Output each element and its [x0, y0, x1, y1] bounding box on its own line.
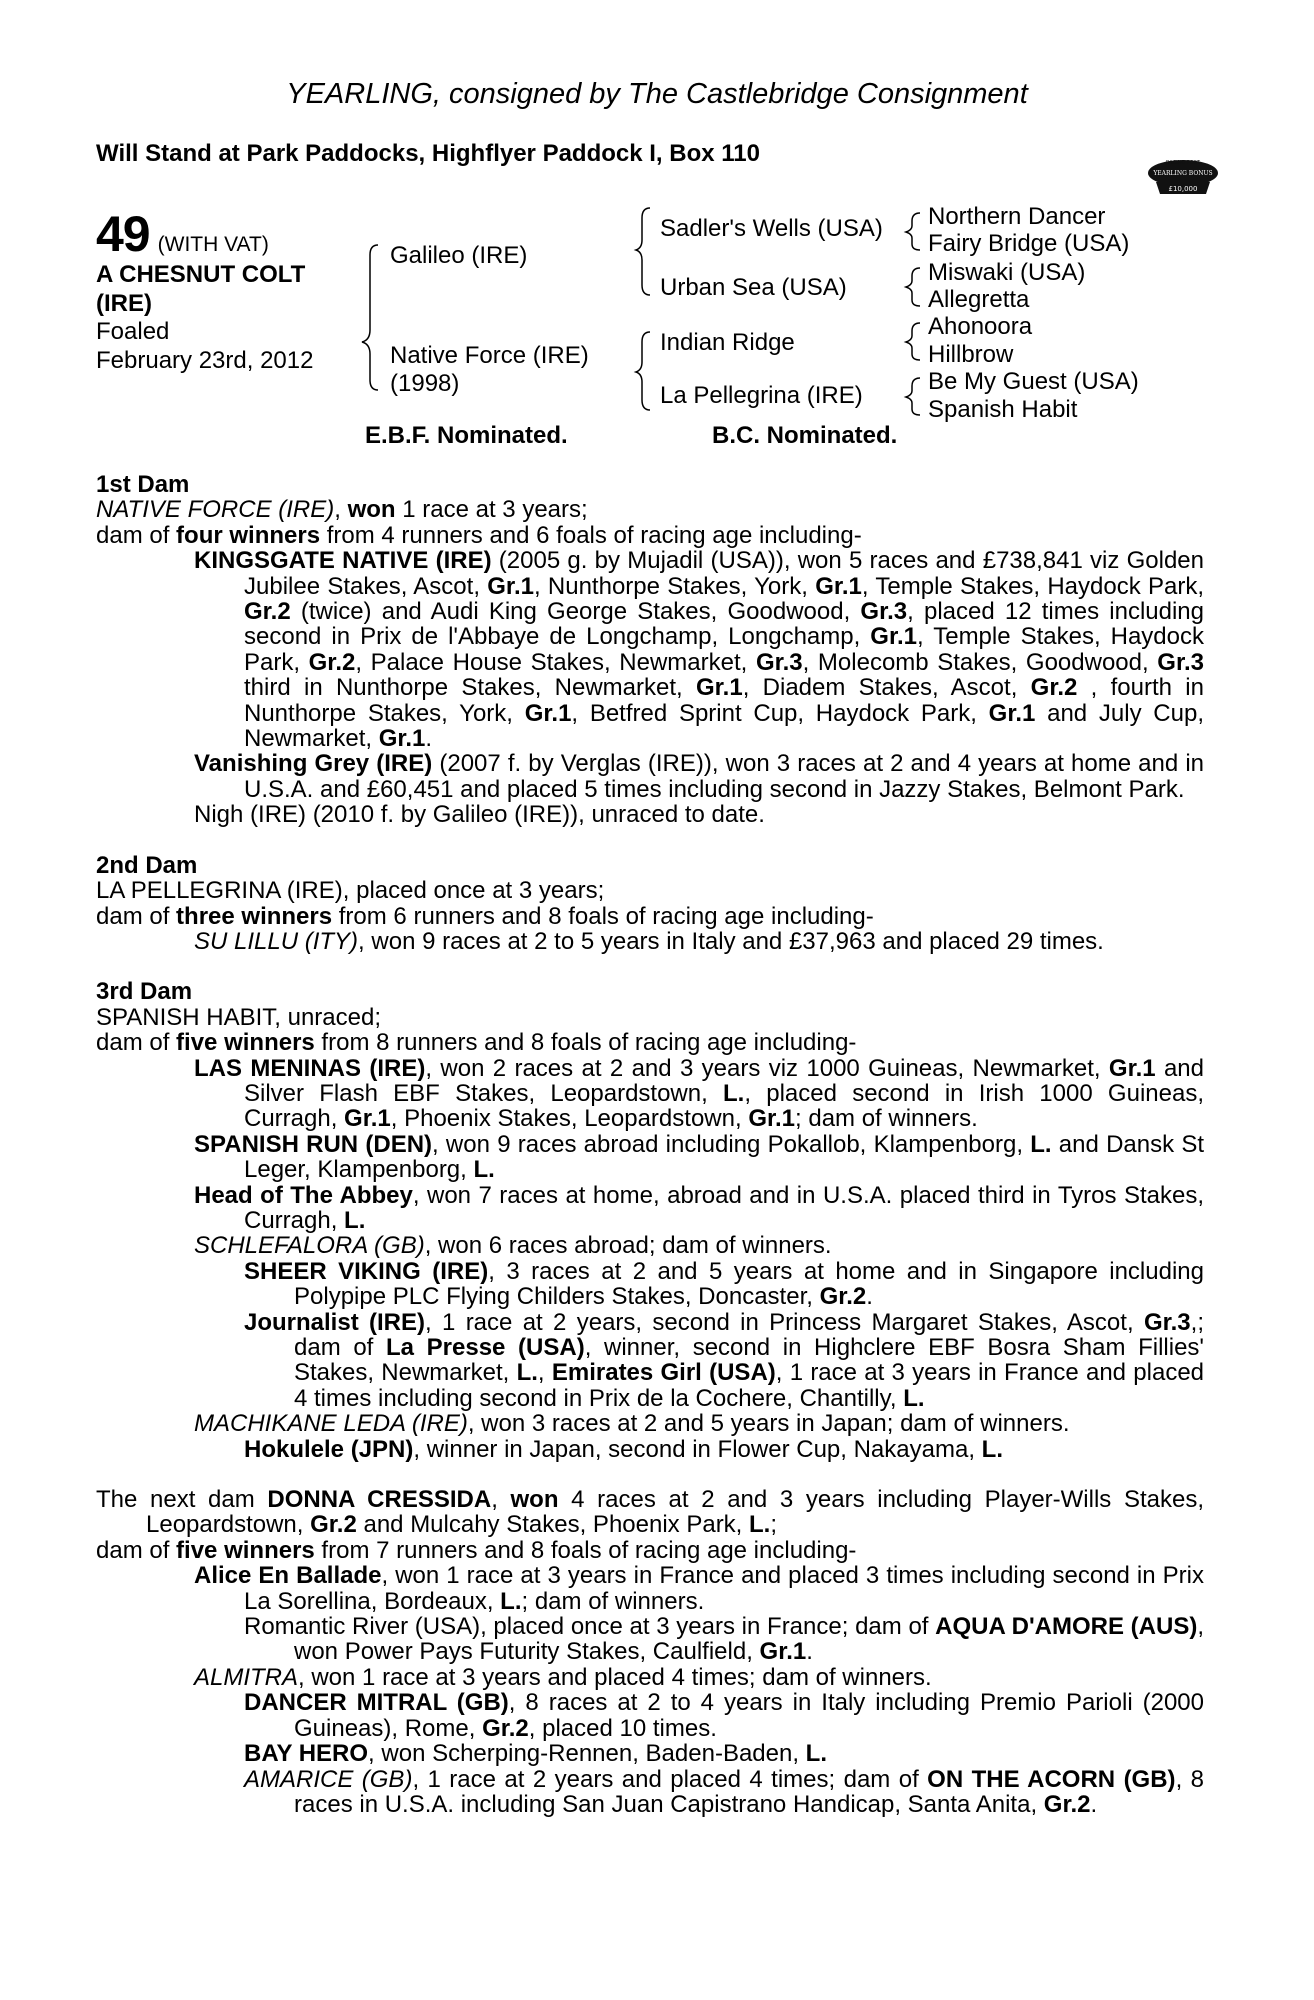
brace-gen2-dam	[636, 332, 650, 410]
next-dam-line: The next dam DONNA CRESSIDA, won 4 races at 2 and 3 years including Player-Wills Stakes, Leopardstown, Gr.2 and Mulcahy Stakes, Phoenix Park, L.;	[96, 1486, 1204, 1539]
pedigree-dsd: Hillbrow	[928, 341, 1014, 368]
progeny-entry: Vanishing Grey (IRE) (2007 f. by Verglas (IRE)), won 3 races at 2 and 4 years at home and in U.S.A. and £60,451 and placed 5 times including second in Jazzy Stakes, Belmont Park.	[194, 750, 1205, 803]
progeny-entry: ALMITRA, won 1 race at 3 years and placed 4 times; dam of winners.	[194, 1663, 932, 1691]
pedigree-dam-year: (1998)	[390, 370, 460, 397]
progeny-entry: SCHLEFALORA (GB), won 6 races abroad; dam of winners.	[194, 1232, 832, 1260]
progeny-entry: Head of The Abbey, won 7 races at home, abroad and in U.S.A. placed third in Tyros Stakes, Curragh, L.	[194, 1181, 1204, 1234]
pedigree-dam-sire: Indian Ridge	[660, 329, 795, 356]
ebf-nominated: E.B.F. Nominated.	[365, 422, 568, 449]
first-dam-heading: 1st Dam	[96, 471, 190, 498]
brace-gen3-a	[906, 213, 920, 250]
lot-description: A CHESNUT COLT (IRE)	[96, 261, 306, 317]
pedigree-dam-dam: La Pellegrina (IRE)	[660, 382, 863, 409]
progeny-entry: Alice En Ballade, won 1 race at 3 years in France and placed 3 times including second in Prix La Sorellina, Bordeaux, L.; dam of winners.	[194, 1562, 1204, 1615]
progeny-entry: SU LILLU (ITY), won 9 races at 2 to 5 years in Italy and £37,963 and placed 29 times.	[194, 927, 1104, 955]
pedigree-sire-dam: Urban Sea (USA)	[660, 274, 847, 301]
progeny-entry: SPANISH RUN (DEN), won 9 races abroad including Pokallob, Klampenborg, L. and Dansk St Leger, Klampenborg, L.	[194, 1130, 1204, 1184]
next-dam-produce-line: dam of five winners from 7 runners and 8 foals of racing age including-	[96, 1536, 857, 1564]
pedigree-sdd: Allegretta	[928, 286, 1030, 313]
pedigree-sire-sire: Sadler's Wells (USA)	[660, 215, 883, 242]
foaled-date: February 23rd, 2012	[96, 347, 314, 374]
progeny-entry: Romantic River (USA), placed once at 3 years in France; dam of AQUA D'AMORE (AUS), won Power Pays Futurity Stakes, Caulfield, Gr.1.	[244, 1613, 1204, 1666]
pedigree-ssd: Fairy Bridge (USA)	[928, 230, 1130, 257]
progeny-entry: AMARICE (GB), 1 race at 2 years and placed 4 times; dam of ON THE ACORN (GB), 8 races in U.S.A. including San Juan Capistrano Handicap, Santa Anita, Gr.2.	[244, 1765, 1205, 1818]
pedigree-sire: Galileo (IRE)	[390, 242, 528, 269]
first-dam-produce-line: dam of four winners from 4 runners and 6 foals of racing age including-	[96, 521, 862, 549]
catalogue-body	[96, 472, 1204, 1817]
brace-gen3-b	[906, 268, 920, 306]
foaled-label: Foaled	[96, 318, 170, 345]
pedigree-sss: Northern Dancer	[928, 203, 1106, 230]
progeny-entry: SHEER VIKING (IRE), 3 races at 2 and 5 years at home and in Singapore including Polypipe PLC Flying Childers Stakes, Doncaster, Gr.2.	[244, 1257, 1204, 1311]
pedigree-dss: Ahonoora	[928, 313, 1033, 340]
badge-top-text: RACING POST	[1166, 160, 1200, 166]
stand-location: Will Stand at Park Paddocks, Highflyer Paddock I, Box 110	[96, 140, 760, 167]
second-dam-produce-line: dam of three winners from 6 runners and 8 foals of racing age including-	[96, 902, 874, 930]
badge-amount-text: £10,000	[1168, 185, 1198, 193]
first-dam-line: NATIVE FORCE (IRE), won 1 race at 3 years;	[96, 496, 588, 524]
brace-gen1	[362, 245, 378, 390]
bc-nominated: B.C. Nominated.	[712, 422, 898, 449]
progeny-entry: Hokulele (JPN), winner in Japan, second in Flower Cup, Nakayama, L.	[244, 1435, 1003, 1463]
progeny-entry: BAY HERO, won Scherping-Rennen, Baden-Baden, L.	[244, 1740, 827, 1768]
vat-label: (WITH VAT)	[157, 233, 269, 256]
progeny-entry: MACHIKANE LEDA (IRE), won 3 races at 2 and 5 years in Japan; dam of winners.	[194, 1410, 1070, 1438]
third-dam-produce-line: dam of five winners from 8 runners and 8 foals of racing age including-	[96, 1029, 857, 1057]
second-dam-line: LA PELLEGRINA (IRE), placed once at 3 years;	[96, 877, 605, 905]
third-dam-heading: 3rd Dam	[96, 978, 193, 1006]
progeny-entry: Nigh (IRE) (2010 f. by Galileo (IRE)), unraced to date.	[194, 801, 765, 829]
page-title: YEARLING, consigned by The Castlebridge Consignment	[286, 78, 1028, 110]
brace-gen3-d	[906, 378, 920, 415]
lot-number: 49	[96, 206, 150, 262]
badge-mid-text: YEARLING BONUS	[1153, 170, 1213, 177]
pedigree-sds: Miswaki (USA)	[928, 259, 1086, 286]
progeny-entry: KINGSGATE NATIVE (IRE) (2005 g. by Mujadil (USA)), won 5 races and £738,841 viz Golden Jubilee Stakes, Ascot, Gr.1, Nunthorpe Stakes, York, Gr.1, Temple Stakes, Haydock Park, Gr.2 (twice) and Audi King George Stakes, Goodwood, Gr.3, placed 12 times including second in Prix de l'Abbaye de Longchamp, Longchamp, Gr.1, Temple Stakes, Haydock Park, Gr.2, Palace House Stakes, Newmarket, Gr.3, Molecomb Stakes, Goodwood, Gr.3 third in Nunthorpe Stakes, Newmarket, Gr.1, Diadem Stakes, Ascot, Gr.2 , fourth in Nunthorpe Stakes, York, Gr.1, Betfred Sprint Cup, Haydock Park, Gr.1 and July Cup, Newmarket, Gr.1.	[194, 547, 1205, 753]
pedigree-ddd: Spanish Habit	[928, 396, 1078, 423]
brace-gen3-c	[906, 323, 920, 360]
progeny-entry: DANCER MITRAL (GB), 8 races at 2 to 4 years in Italy including Premio Parioli (2000 Guineas), Rome, Gr.2, placed 10 times.	[244, 1689, 1204, 1742]
progeny-entry: LAS MENINAS (IRE), won 2 races at 2 and 3 years viz 1000 Guineas, Newmarket, Gr.1 and Silver Flash EBF Stakes, Leopardstown, L., placed second in Irish 1000 Guineas, Curragh, Gr.1, Phoenix Stakes, Leopardstown, Gr.1; dam of winners.	[194, 1054, 1205, 1133]
pedigree-dds: Be My Guest (USA)	[928, 368, 1139, 395]
second-dam-heading: 2nd Dam	[96, 851, 198, 879]
progeny-entry: Journalist (IRE), 1 race at 2 years, second in Princess Margaret Stakes, Ascot, Gr.3,; dam of La Presse (USA), winner, second in Highclere EBF Bosra Sham Fillies' Stakes, Newmarket, L., Emirates Girl (USA), 1 race at 3 years in France and placed 4 times including second in Prix de la Cochere, Chantilly, L.	[244, 1308, 1205, 1412]
pedigree-dam: Native Force (IRE)	[390, 342, 589, 369]
third-dam-line: SPANISH HABIT, unraced;	[96, 1003, 381, 1031]
brace-gen2-sire	[636, 208, 650, 295]
